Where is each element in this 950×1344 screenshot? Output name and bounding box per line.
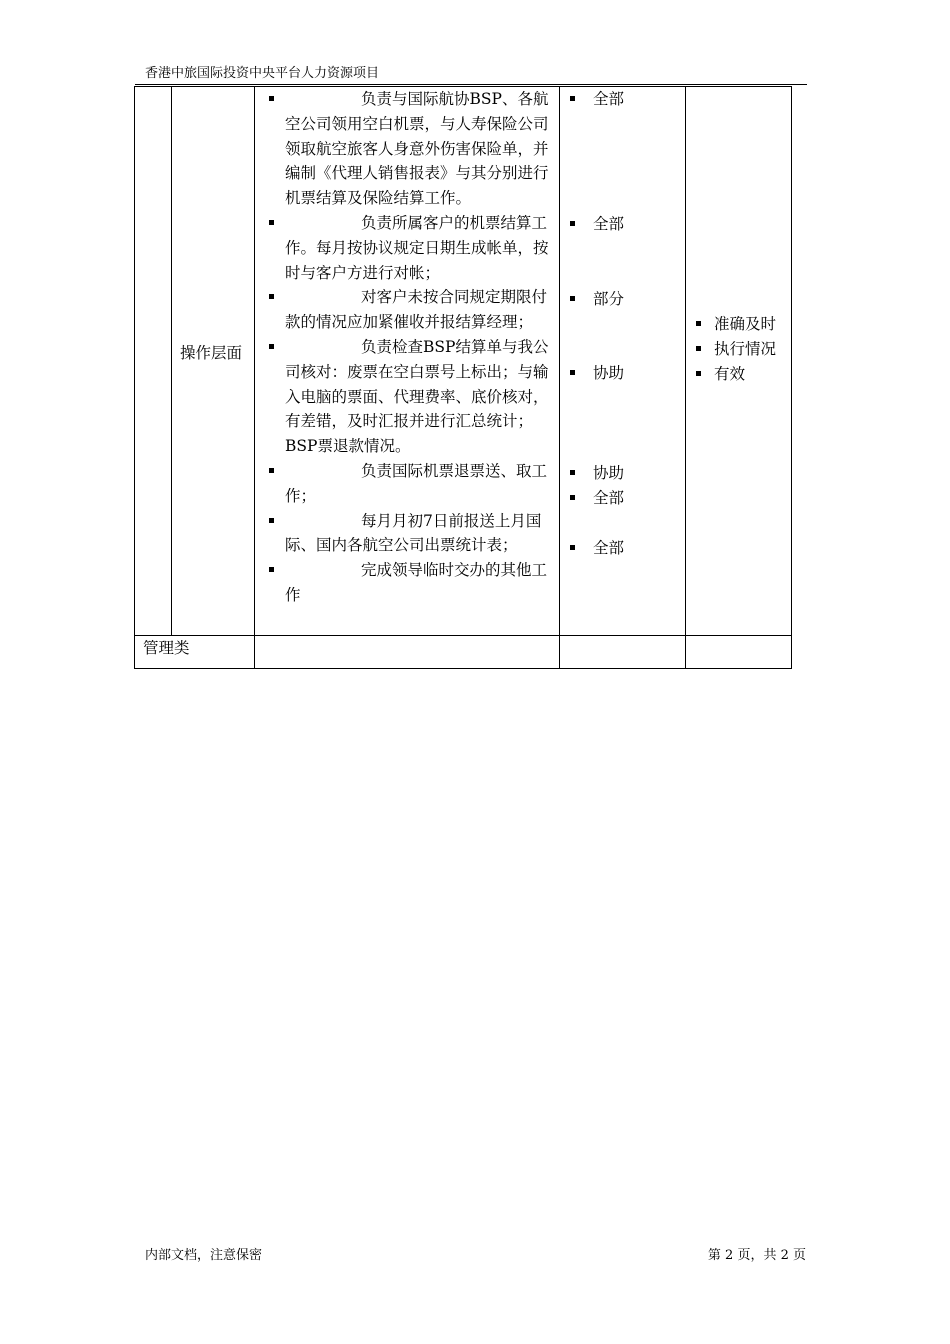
duty-item	[269, 335, 553, 459]
standard-text: 准确及时	[714, 315, 777, 333]
duty-text-rest: 工作	[285, 561, 548, 604]
bullet-icon	[696, 321, 701, 326]
standard-text: 执行情况	[714, 340, 777, 358]
duty-text-lead: 每月月初7日前报送上月	[361, 511, 526, 530]
scope-cell	[560, 87, 686, 636]
duty-text-lead: 对客户未按合同规定期限	[361, 288, 532, 307]
header-divider	[135, 84, 807, 85]
empty-cell	[686, 636, 792, 669]
duty-text-lead: 负责检查BSP结算单与我	[361, 337, 533, 356]
bullet-icon	[570, 370, 575, 375]
bullet-icon	[570, 96, 575, 101]
standard-item	[696, 312, 776, 337]
scope-text: 全部	[593, 539, 625, 557]
scope-item	[570, 87, 624, 112]
duties-cell	[255, 87, 560, 636]
bullet-icon	[696, 371, 701, 376]
bullet-icon	[269, 567, 274, 572]
standard-text: 有效	[714, 365, 746, 383]
scope-item	[570, 461, 624, 486]
duties-table	[134, 86, 792, 669]
duty-text-lead: 完成领导临时交办的其他	[361, 561, 532, 580]
management-category-label: 管理类	[135, 636, 255, 669]
blank-cell	[135, 87, 172, 636]
empty-cell	[560, 636, 686, 669]
scope-text: 全部	[593, 90, 625, 108]
duty-item	[269, 459, 553, 509]
bullet-icon	[269, 344, 274, 349]
page-header-title: 香港中旅国际投资中央平台人力资源项目	[145, 66, 380, 81]
standard-item	[696, 362, 745, 387]
footer-confidential-note: 内部文档，注意保密	[145, 1248, 263, 1263]
operation-category-label: 操作层面	[172, 87, 255, 636]
scope-text: 全部	[593, 215, 625, 233]
bullet-icon	[570, 495, 575, 500]
duty-text-rest: 国际、国内各航空公司出票统计表；	[285, 511, 542, 555]
duty-item	[269, 558, 553, 608]
bullet-icon	[269, 294, 274, 299]
standards-cell	[686, 87, 792, 636]
scope-text: 协助	[593, 464, 625, 482]
standard-item	[696, 337, 776, 362]
bullet-icon	[269, 518, 274, 523]
duty-text-rest: 公司核对：废票在空白票号上标出；与输入电脑的票面、代理费率、底价核对，有差错，及时汇报并进行汇总统计；BSP票退款情况。	[285, 337, 549, 456]
operation-row	[135, 87, 792, 636]
footer-page-number: 第 2 页，共 2 页	[707, 1248, 806, 1263]
duties-list	[255, 87, 559, 608]
bullet-icon	[570, 545, 575, 550]
scope-item	[570, 536, 624, 561]
scope-item	[570, 361, 624, 386]
management-row	[135, 636, 792, 669]
scope-item	[570, 486, 624, 511]
scope-text: 协助	[593, 364, 625, 382]
bullet-icon	[269, 96, 274, 101]
duty-text-rest: 付款的情况应加紧催收并报结算经理；	[285, 288, 548, 332]
duty-item	[269, 87, 553, 211]
scope-item	[570, 212, 624, 237]
bullet-icon	[269, 468, 274, 473]
bullet-icon	[570, 296, 575, 301]
bullet-icon	[570, 470, 575, 475]
bullet-icon	[269, 220, 274, 225]
scope-text: 全部	[593, 489, 625, 507]
duty-item	[269, 285, 553, 335]
scope-text: 部分	[593, 290, 625, 308]
bullet-icon	[696, 346, 701, 351]
duty-text-lead: 负责国际机票退票送、取	[361, 461, 532, 480]
empty-cell	[255, 636, 560, 669]
duty-text-lead: 负责与国际航协BSP、各	[361, 90, 533, 108]
duty-item	[269, 211, 553, 285]
duty-text-lead: 负责所属客户的机票结算	[361, 213, 532, 232]
bullet-icon	[570, 221, 575, 226]
duty-text-rest: 航空公司领用空白机票，与人寿保险公司领取航空旅客人身意外伤害保险单，并编制《代理人销售报表》与其分别进行机票结算及保险结算工作。	[285, 90, 549, 208]
scope-item	[570, 287, 624, 312]
duty-item	[269, 509, 553, 559]
duty-text-rest: 工作；	[285, 461, 548, 505]
duty-text-rest: 工作。每月按协议规定日期生成帐单，按时与客户方进行对帐；	[285, 213, 549, 282]
